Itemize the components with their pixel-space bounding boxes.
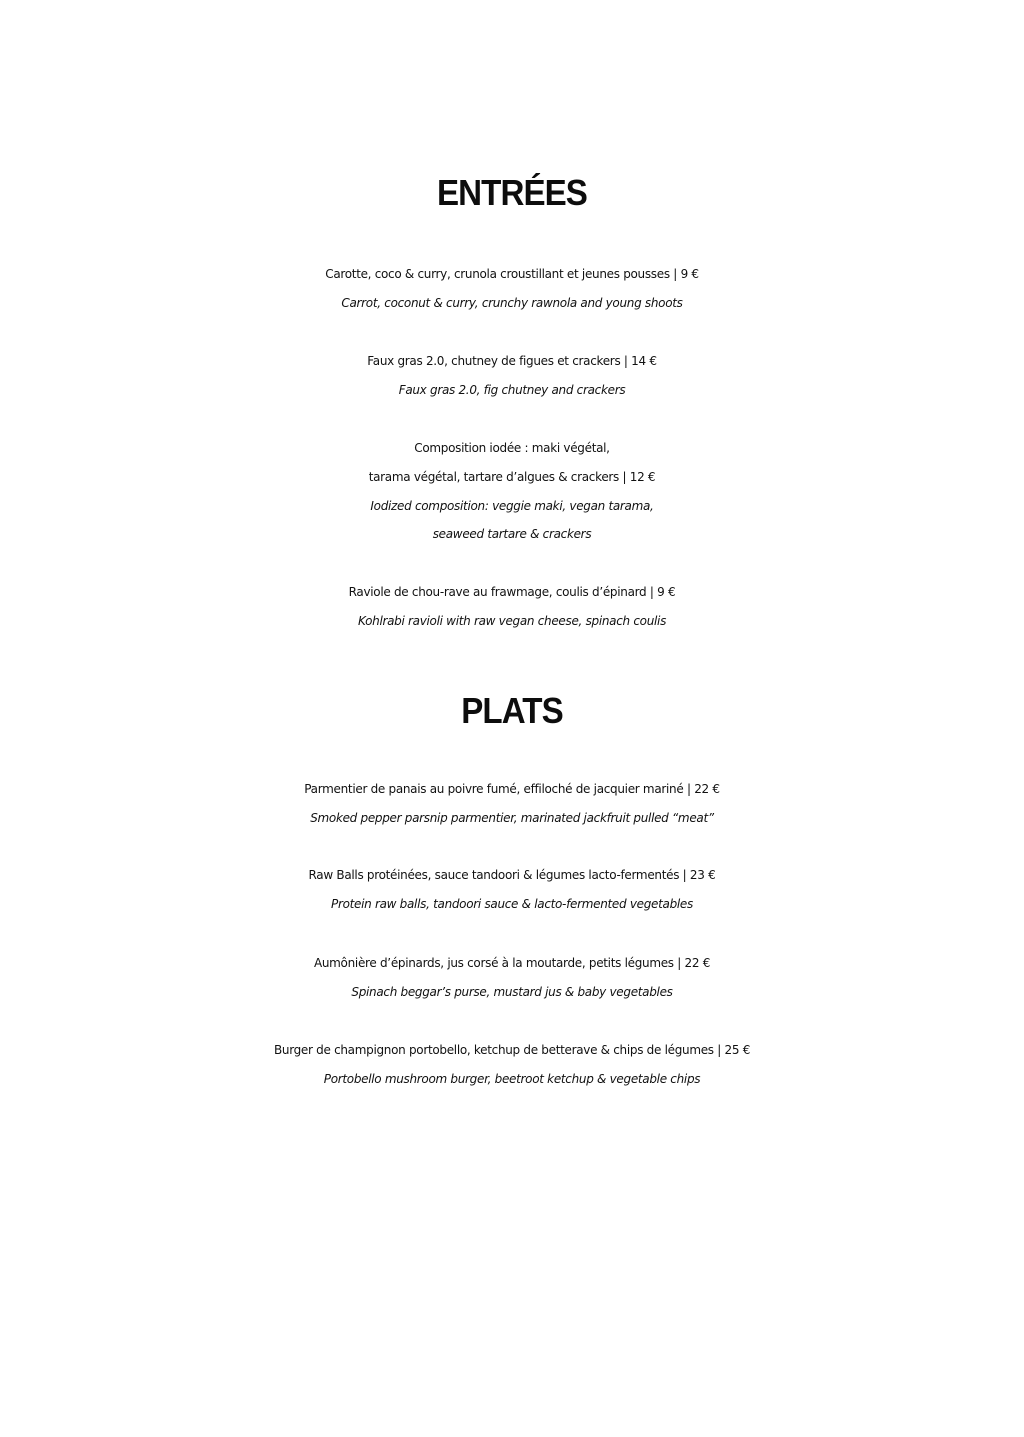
item-name-en: Protein raw balls, tandoori sauce & lacto-fermented vegetables <box>331 897 693 911</box>
menu-item <box>0 775 1024 832</box>
item-name-en: Faux gras 2.0, fig chutney and crackers <box>398 383 626 397</box>
item-name-en: seaweed tartare & crackers <box>432 527 592 541</box>
item-name-en: Smoked pepper parsnip parmentier, marinated jackfruit pulled “meat” <box>310 811 714 825</box>
item-name-fr: Aumônière d’épinards, jus corsé à la moutarde, petits légumes | 22 € <box>313 956 711 970</box>
item-name-en: Spinach beggar’s purse, mustard jus & baby vegetables <box>351 985 673 999</box>
item-name-fr: Raw Balls protéinées, sauce tandoori & légumes lacto-fermentés | 23 € <box>308 868 716 882</box>
menu-item <box>0 949 1024 1006</box>
section-title-entrees: ENTRÉES <box>436 172 587 213</box>
menu-item <box>0 578 1024 635</box>
item-name-fr: Parmentier de panais au poivre fumé, effiloché de jacquier mariné | 22 € <box>304 782 720 796</box>
item-name-fr: Carotte, coco & curry, crunola croustillant et jeunes pousses | 9 € <box>325 267 699 281</box>
item-name-en: Portobello mushroom burger, beetroot ketchup & vegetable chips <box>323 1072 701 1086</box>
item-name-fr: tarama végétal, tartare d’algues & crackers | 12 € <box>368 470 656 484</box>
menu-item <box>0 1036 1024 1093</box>
item-name-fr: Faux gras 2.0, chutney de figues et crackers | 14 € <box>367 354 657 368</box>
menu-item <box>0 434 1024 548</box>
section-title-plats: PLATS <box>461 690 563 731</box>
item-name-fr: Burger de champignon portobello, ketchup de betterave & chips de légumes | 25 € <box>273 1043 751 1057</box>
menu-item <box>0 861 1024 918</box>
menu-item <box>0 347 1024 404</box>
item-name-en: Kohlrabi ravioli with raw vegan cheese, spinach coulis <box>357 614 667 628</box>
item-name-fr: Composition iodée : maki végétal, <box>414 441 610 455</box>
item-name-en: Iodized composition: veggie maki, vegan tarama, <box>370 499 654 513</box>
item-name-en: Carrot, coconut & curry, crunchy rawnola and young shoots <box>341 296 683 310</box>
menu-item <box>0 260 1024 317</box>
item-name-fr: Raviole de chou-rave au frawmage, coulis d’épinard | 9 € <box>348 585 676 599</box>
